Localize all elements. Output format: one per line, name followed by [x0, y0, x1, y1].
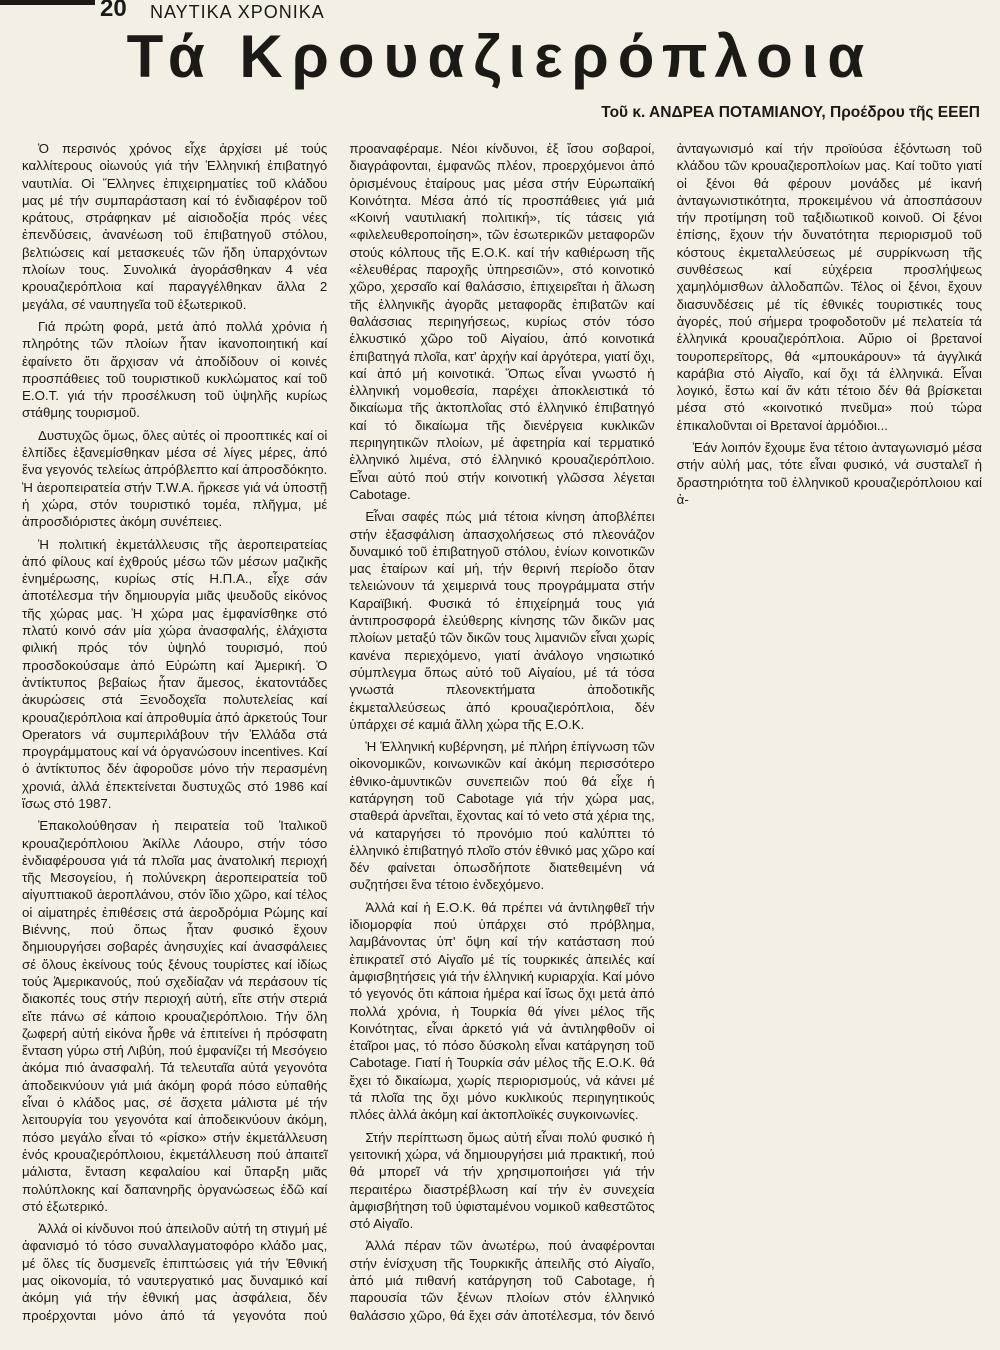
paragraph: Εἶναι σαφές πώς μιά τέτοια κίνηση ἀποβλέπει στήν ἐξασφάλιση ἀπασχολήσεως στό πλεονάζον δυναμικό τοῦ ἐπιβατηγοῦ στόλου, ἐνίων κοινοτικῶν μας ἑταίρων καί μή, τήν θερινή περίοδο ὅταν τελειώνουν τά χειμερινά τους προγράμματα στήν Καραϊβική. Φυσικά τό ἐπιχείρημά τους γιά ἀντιπροσφορά ἐλεύθερης κίνησης τῶν δικῶν μας πλοίων μεταξύ τῶν δικῶν τους λιμανιῶν εἶναι χωρίς κανένα περιεχόμενο, γιατί ἀνάλογο νησιωτικό σύμπλεγμα ὅπως αὐτό τοῦ Αἰγαίου, μέ τά τόσα γνωστά πλεονεκτήματα ἀποδοτικῆς ἐκμεταλλεύσεως ἀπό κρουαζιερόπλοια, δέν ὑπάρχει σέ καμιά ἄλλη χώρα τῆς Ε.Ο.Κ. [349, 509, 655, 732]
paragraph: Δυστυχῶς ὅμως, ὅλες αὐτές οἱ προοπτικές καί οἱ ἐλπίδες ἐξανεμίσθηκαν μέσα σέ λίγες μέρες, ἀπό ἕνα γεγονός τελείως ἀπρόβλεπτο καί ἀπροσδόκητο. Ἡ ἀεροπειρατεία στήν T.W.A. ἤρκεσε γιά νά ὑποστῇ ἡ χώρα, στόν τουριστικό τομέα, πλῆγμα, μέ ἀπροσδιόριστες ἀκόμη συνέπειες. [22, 427, 328, 530]
header-rule [0, 0, 95, 5]
paragraph: Στήν περίπτωση ὅμως αὐτή εἶναι πολύ φυσικό ἡ γειτονική χώρα, νά δημιουργήσει μιά πρακτική, πού θά μπορεῖ νά τήν χρησιμοποιήσει γιά τήν περαιτέρω διαστρέβλωση καί τήν ἐν συνεχεία ἀμφισβήτηση τοῦ ὑφισταμένου νομικοῦ καθεστῶτος στό Αἰγαῖο. [349, 1129, 655, 1232]
paragraph: Ἀλλά καί ἡ Ε.Ο.Κ. θά πρέπει νά ἀντιληφθεῖ τήν ἰδιομορφία πού ὑπάρχει στό πρόβλημα, λαμβάνοντας ὑπ' ὄψη καί τήν κατάσταση πού ἐπικρατεῖ στό Αἰγαῖο μέ τίς τουρκικές ἀπειλές καί ἀμφισβητήσεις γιά τήν ἑλληνική κυριαρχία. Καί μόνο τό γεγονός ὅτι κάποια ἡμέρα καί ἴσως ὄχι μετά ἀπό πολλά χρόνια, ἡ Τουρκία θά γίνει μέλος τῆς Κοινότητας, εἶναι ἀρκετό γιά νά ἀντιληφθοῦν οἱ ἑταῖροι μας, τό πόσο δύσκολη εἶναι κατάργηση τοῦ Cabotage. Γιατί ἡ Τουρκία σάν μέλος τῆς Ε.Ο.Κ. θά ἔχει τό δικαίωμα, χωρίς περιορισμούς, νά κάνει μέ τά πλοῖα της ὄχι μόνο κυκλικούς περιηγητικούς πλόες ἀλλά ἀκόμη καί ἀκτοπλοϊκές συγκοινωνίες. [349, 899, 655, 1123]
article-body [22, 140, 982, 1340]
paragraph: Ἀλλά πέραν τῶν ἀνωτέρω, πού ἀναφέρονται στήν ἐνίσχυση τῆς Τουρκικῆς ἀπειλῆς στό Αἰγαῖο, ἀπό μιά πιθανή κατάργηση τοῦ Cabotage, ἡ παρουσία τῶν ξένων πλοίων στόν ἑλληνικό θαλάσσιο χῶρο, θά ἔχει σάν ἀποτέλεσμα, τόν δεινό ἀνταγωνισμό καί τήν προϊούσα ἐξόντωση τοῦ κλάδου τῶν κρουαζιεροπλοίων μας. Καί τοῦτο γιατί οἱ ξένοι θά φέρουν μονάδες μέ ἱκανή ἀνταγωνιστικότητα, προκειμένου νά ἀποσπάσουν τήν προτίμηση τοῦ ταξιδιωτικοῦ κοινοῦ. Οἱ ξένοι ἐπίσης, ἔχουν τήν δυνατότητα περιορισμοῦ τοῦ κόστους ἐκμεταλλεύσεως μέ συρρίκνωση τῆς συνθέσεως καί εὐχέρεια προσλήψεως χαμηλόμισθων ἀλλοδαπῶν. Τέλος οἱ ξένοι, ἔχουν διασυνδέσεις μέ τίς ἐθνικές τουριστικές τους ἀγορές, πού σήμερα τροφοδοτοῦν μέ πελατεία τά ἑλληνικά κρουαζιερόπλοια. Αὔριο οἱ βρετανοί τουροπερεϊτορς, θά «μπουκάρουν» τά ἀγγλικά καράβια στό Αἰγαῖο, καί ὄχι τά ἑλληνικά. Εἶναι λογικό, ἔστω καί ἄν κάτι τέτοιο δέν θά βρίσκεται μέσα στό «κοινοτικό πνεῦμα» πού τώρα ἐπικαλοῦνται οἱ Βρετανοί ἁρμόδιοι... [349, 141, 982, 1323]
paragraph: Ἐπακολούθησαν ἡ πειρατεία τοῦ Ἰταλικοῦ κρουαζιερόπλοιου Ἀκίλλε Λάουρο, στήν τόσο ἐνδιαφέρουσα γιά τά πλοῖα μας ἀνατολική περιοχή τῆς Μεσογείου, ἡ πολύνεκρη ἀεροπειρατεία τοῦ αἰγυπτιακοῦ ἀεροπλάνου, στόν ἴδιο χῶρο, καί τέλος οἱ αἱματηρές ἐπιθέσεις στά ἀεροδρόμια Ρώμης καί Βιέννης, πού ὅπως ἦταν φυσικό ἔχουν δημιουργήσει σοβαρές ἀνησυχίες καί ἀνασφάλειες σέ ὅλους ἐκείνους τούς ξένους τουρίστες καί ἰδίως τούς Ἀμερικανούς, πού σχεδίαζαν νά περάσουν τίς διακοπές τους στήν περιοχή αὐτή, εἴτε στήν στεριά εἴτε πάνω σέ κάποιο κρουαζιερόπλοιο. Τήν ὅλη ζωφερή αὐτή εἰκόνα ἦρθε νά ἐπιτείνει ἡ πρόσφατη ἔνταση γύρω στή Λιβύη, πού ἐμφανίζει τή Μεσόγειο ἀκόμα πιό ἀνασφαλή. Τά τελευταῖα αὐτά γεγονότα ἀποδεικνύουν γιά μιά ἀκόμη φορά πόσο εὐπαθής εἶναι ὁ κλάδος μας, σέ ἄσχετα μάλιστα μέ τήν λειτουργία του γεγονότα καί ἀποδεικνύουν ἀκόμη, πόσο μεγάλο εἶναι τό «ρίσκο» στήν ἐκμετάλλευση ἑνός κρουαζιερόπλοιου, ἐκμετάλλευση πού ἀπαιτεῖ μάλιστα, ἔνταση κεφαλαίου καί ὕπαρξη μιᾶς πολύπλοκης καί δαπανηρῆς ὀργανώσεως ἐδῶ καί στό ἐξωτερικό. [22, 818, 328, 1214]
journal-name: ΝΑΥΤΙΚΑ ΧΡΟΝΙΚΑ [150, 2, 325, 22]
paragraph: Ἡ πολιτική ἐκμετάλλευσις τῆς ἀεροπειρατείας ἀπό φίλους καί ἐχθρούς μέσω τῶν μέσων μαζικῆς ἐνημέρωσης, κυρίως στίς Η.Π.Α., εἶχε σάν ἀποτέλεσμα τήν δημιουργία μιᾶς ψευδοῦς εἰκόνος τῆς χώρας μας. Ἡ χώρα μας ἐμφανίσθηκε στό πλατύ κοινό σάν μία χώρα ἀνασφαλής, ἐλάχιστα φιλική πρός τόν ὑψηλό τουρισμό, πού προσδοκούσαμε ἀπό Εὐρώπη καί Ἀμερική. Ὁ ἀντίκτυπος βεβαίως ἦταν ἄμεσος, ἑκατοντάδες ἀκυρώσεις στά Ξενοδοχεῖα πολυτελείας καί κρουαζιερόπλοια καί ἀπροθυμία ἀπό ἀρκετούς Tour Operators νά συμπεριλάβουν τήν Ἑλλάδα στά προγράμματους καί νά ὀργανώσουν incentives. Καί ὁ ἀντίκτυπος δέν ἀφοροῦσε μόνο τήν περασμένη χρονιά, ἀλλά ἐπεκτείνεται δυστυχῶς στό 1986 καί ἴσως στό 1987. [22, 536, 328, 811]
paragraph: Ἀλλά οἱ κίνδυνοι πού ἀπειλοῦν αὐτή τη στιγμή μέ ἀφανισμό τό τόσο συναλλαγματοφόρο κλάδο μας, μέ ὅλες τίς δυσμενεῖς ἐπιπτώσεις γιά τήν Ἐθνική μας οἰκονομία, τό ναυτεργατικό μας δυναμικό καί ἀκόμη γιά τήν ἐθνική μας ἀσφάλεια, δέν προέρχονται μόνο ἀπό τά γεγονότα πού προαναφέραμε. Νέοι κίνδυνοι, ἐξ ἴσου σοβαροί, διαγράφονται, ἐμφανῶς πλέον, προερχόμενοι ἀπό ὁρισμένους ἑταίρους μας μέσα στήν Εὐρωπαϊκή Κοινότητα. Μέσα ἀπό τίς προσπάθειες γιά μιά «Κοινή ναυτιλιακή πολιτική», τίς τάσεις γιά «φιλελευθεροποίηση», τῶν ἐσωτερικῶν μεταφορῶν στούς κόλπους τῆς Ε.Ο.Κ. καί τήν καθιέρωση τῆς «ἐλευθέρας παροχῆς ὑπηρεσιῶν», στό κοινοτικό χῶρο, χερσαῖο καί θαλάσσιο, ἐπιχειρεῖται ἡ ἅλωση τῆς ἑλληνικῆς ἀγορᾶς μεταφορᾶς ἐπιβατῶν καί θαλάσσιας περιηγήσεως, κυρίως στόν τόσο ἑλκυστικό χῶρο τοῦ Αἰγαίου, ἀπό κοινοτικά ἐπιβατηγά πλοῖα, κατ' ἀρχήν καί ἀργότερα, γιατί ὄχι, καί ἀπό μή κοινοτικά. Ὅπως εἶναι γνωστό ἡ ἑλληνική νομοθεσία, παρέχει ἀποκλειστικά τό δικαίωμα τῆς ἀκτοπλοΐας στό ἑλληνικό ἐπιβατηγό καί τό δικαίωμα τῆς διενέργεια κυκλικῶν περιηγητικῶν πλοίων, μέ ἀφετηρία καί τερματικό ἑλληνικό λιμένα, στό ἑλληνικό κρουαζιερόπλοιο. Εἶναι αὐτό πού στήν κοινοτική γλῶσσα λέγεται Cabotage. [22, 141, 655, 1323]
paragraph: Γιά πρώτη φορά, μετά ἀπό πολλά χρόνια ἡ πληρότης τῶν πλοίων ἦταν ἱκανοποιητική καί ἐφαίνετο ὅτι ἄρχισαν νά ἀποδίδουν οἱ κοινές προσπάθειες τοῦ τουριστικοῦ κυκλώματος καί τοῦ Ε.Ο.Τ. γιά τήν προσέλκυση τοῦ ὑψηλῆς κυρίως στάθμης τουρισμοῦ. [22, 318, 328, 421]
article-byline: Τοῦ κ. ΑΝΔΡΕΑ ΠΟΤΑΜΙΑΝΟΥ, Προέδρου τῆς ΕΕΕΠ [601, 104, 980, 121]
paragraph: Ὁ περσινός χρόνος εἶχε ἀρχίσει μέ τούς καλλίτερους οἰωνούς γιά τήν Ἑλληνική ἐπιβατηγό ναυτιλία. Οἱ Ἕλληνες ἐπιχειρηματίες τοῦ κλάδου μας μέ τήν συμπαράσταση καί τό ἐνδιαφέρον τοῦ κράτους, στράφηκαν μέ αἰσιοδοξία πρός νέες ἐπενδύσεις, ἀνανέωση τοῦ ἐπιβατηγοῦ στόλου, βελτιώσεις καί μετασκευές τῶν ἤδη ὑπαρχόντων πλοίων τους. Συνολικά ἀγοράσθηκαν 4 νέα κρουαζιερόπλοια καί παραγγέλθηκαν ἄλλα 2 μεγάλα, σέ ναυπηγεῖα τοῦ ἐξωτερικοῦ. [22, 141, 328, 312]
page-number: 20 [100, 0, 127, 22]
article-title: Τά Κρουαζιερόπλοια [126, 23, 874, 90]
paragraph: Ἐάν λοιπόν ἔχουμε ἕνα τέτοιο ἀνταγωνισμό μέσα στήν αὐλή μας, τότε εἶναι φυσικό, νά συσταλεῖ ἡ δραστηριότητα τοῦ ἑλληνικοῦ κρουαζιερόπλοιου καί ἀ- [676, 440, 982, 507]
paragraph: Ἡ Ἑλληνική κυβέρνηση, μέ πλήρη ἐπίγνωση τῶν οἰκονομικῶν, κοινωνικῶν καί ἀκόμη περισσότερο ἐθνικο-ἀμυντικῶν συνεπειῶν πού θά εἶχε ἡ κατάργηση τοῦ Cabotage γιά τήν χώρα μας, σταθερά ἀρνεῖται, ἔχοντας καί τό veto στά χέρια της, νά καταργήσει τό προνόμιο πού καλύπτει τό ἑλληνικό ἐπιβατηγό πλοῖο στόν ἐθνικό μας χῶρο καί δέν φαίνεται ὁπωσδήποτε διατεθειμένη νά συζητήσει ἕνα τέτοιο ἐνδεχόμενο. [349, 739, 655, 893]
